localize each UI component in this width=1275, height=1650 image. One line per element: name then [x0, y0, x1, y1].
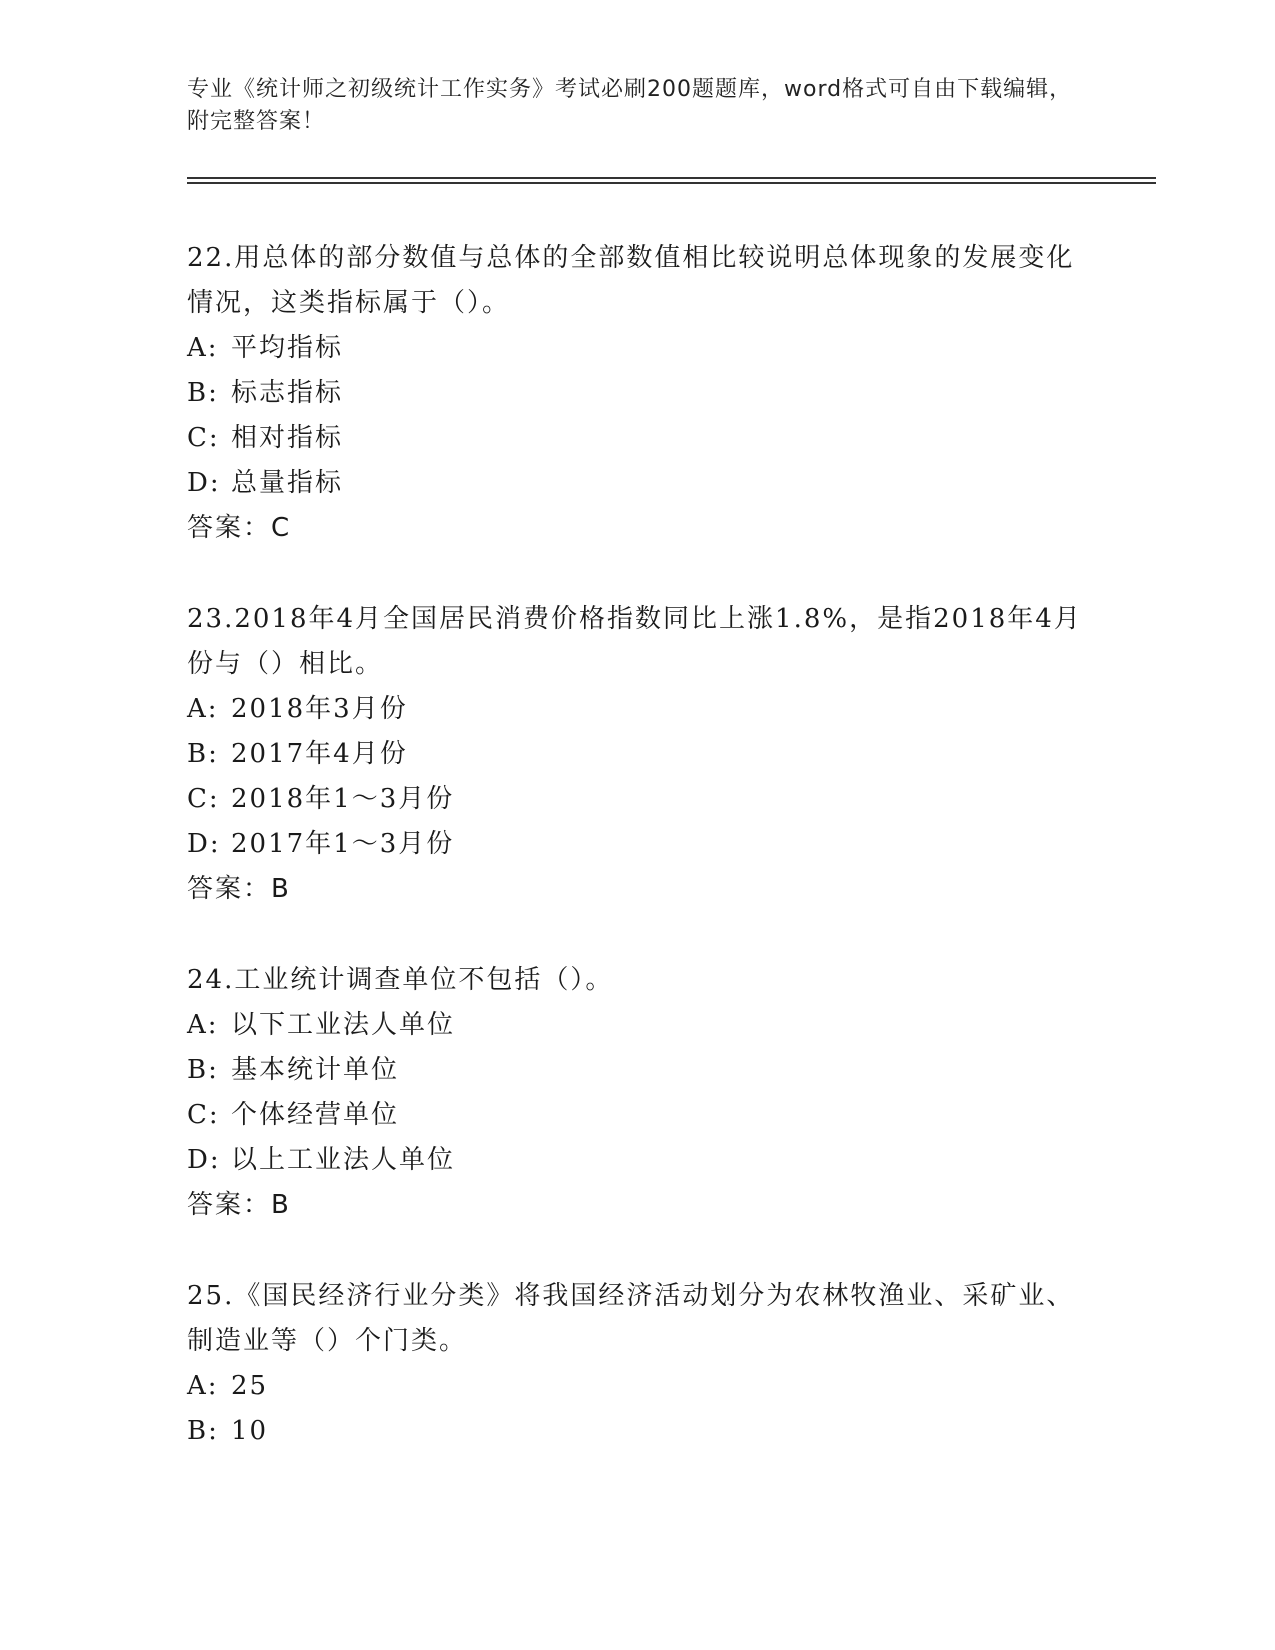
option-text: 个体经营单位 [231, 1100, 400, 1130]
option-text: 标志指标 [231, 378, 344, 408]
option-label: D: [187, 468, 221, 498]
question-text: 24.工业统计调查单位不包括（）。 [187, 965, 614, 995]
option-b [187, 371, 1087, 416]
header-rule-top [187, 177, 1156, 179]
option-text: 10 [231, 1416, 269, 1446]
header-intro-text: 专业《统计师之初级统计工作实务》考试必刷200题题库，word格式可自由下载编辑，附完整答案！ [187, 77, 1073, 134]
option-label: D: [187, 1145, 221, 1175]
option-label: C: [187, 1100, 220, 1130]
option-label: C: [187, 784, 220, 814]
option-b [187, 1409, 1087, 1454]
option-label: B: [187, 1055, 219, 1085]
option-text: 基本统计单位 [231, 1055, 400, 1085]
option-label: A: [187, 333, 219, 363]
option-d [187, 461, 1087, 506]
option-d [187, 822, 1087, 867]
option-label: B: [187, 739, 219, 769]
option-a [187, 1364, 1087, 1409]
answer-text: 答案：C [187, 513, 292, 543]
option-text: 以下工业法人单位 [231, 1010, 456, 1040]
option-d [187, 1138, 1087, 1183]
document-header [187, 74, 1087, 138]
option-text: 2017年4月份 [231, 739, 408, 769]
option-label: A: [187, 694, 219, 724]
question-24 [187, 958, 1087, 1228]
option-a [187, 326, 1087, 371]
option-c [187, 777, 1087, 822]
question-25 [187, 1274, 1087, 1454]
option-text: 以上工业法人单位 [231, 1145, 456, 1175]
question-list [187, 236, 1087, 1454]
option-text: 2017年1～3月份 [231, 829, 455, 859]
option-text: 相对指标 [231, 423, 344, 453]
option-label: C: [187, 423, 220, 453]
option-c [187, 1093, 1087, 1138]
question-spacer [187, 912, 1087, 958]
option-text: 平均指标 [231, 333, 344, 363]
question-22 [187, 236, 1087, 551]
question-23 [187, 597, 1087, 912]
question-text: 23.2018年4月全国居民消费价格指数同比上涨1.8%，是指2018年4月份与（）相比。 [187, 604, 1082, 679]
header-rule-bottom [187, 182, 1156, 184]
option-text: 25 [231, 1371, 269, 1401]
option-label: A: [187, 1371, 219, 1401]
option-label: B: [187, 378, 219, 408]
option-text: 2018年1～3月份 [231, 784, 455, 814]
question-text: 25.《国民经济行业分类》将我国经济活动划分为农林牧渔业、采矿业、制造业等（）个门类。 [187, 1281, 1075, 1356]
option-b [187, 1048, 1087, 1093]
option-label: A: [187, 1010, 219, 1040]
answer-text: 答案：B [187, 874, 291, 904]
option-a [187, 687, 1087, 732]
question-spacer [187, 551, 1087, 597]
option-text: 2018年3月份 [231, 694, 408, 724]
question-spacer [187, 1228, 1087, 1274]
option-c [187, 416, 1087, 461]
question-text: 22.用总体的部分数值与总体的全部数值相比较说明总体现象的发展变化情况，这类指标属于（）。 [187, 243, 1075, 318]
answer-text: 答案：B [187, 1190, 291, 1220]
option-text: 总量指标 [231, 468, 344, 498]
option-label: D: [187, 829, 221, 859]
option-label: B: [187, 1416, 219, 1446]
option-a [187, 1003, 1087, 1048]
option-b [187, 732, 1087, 777]
